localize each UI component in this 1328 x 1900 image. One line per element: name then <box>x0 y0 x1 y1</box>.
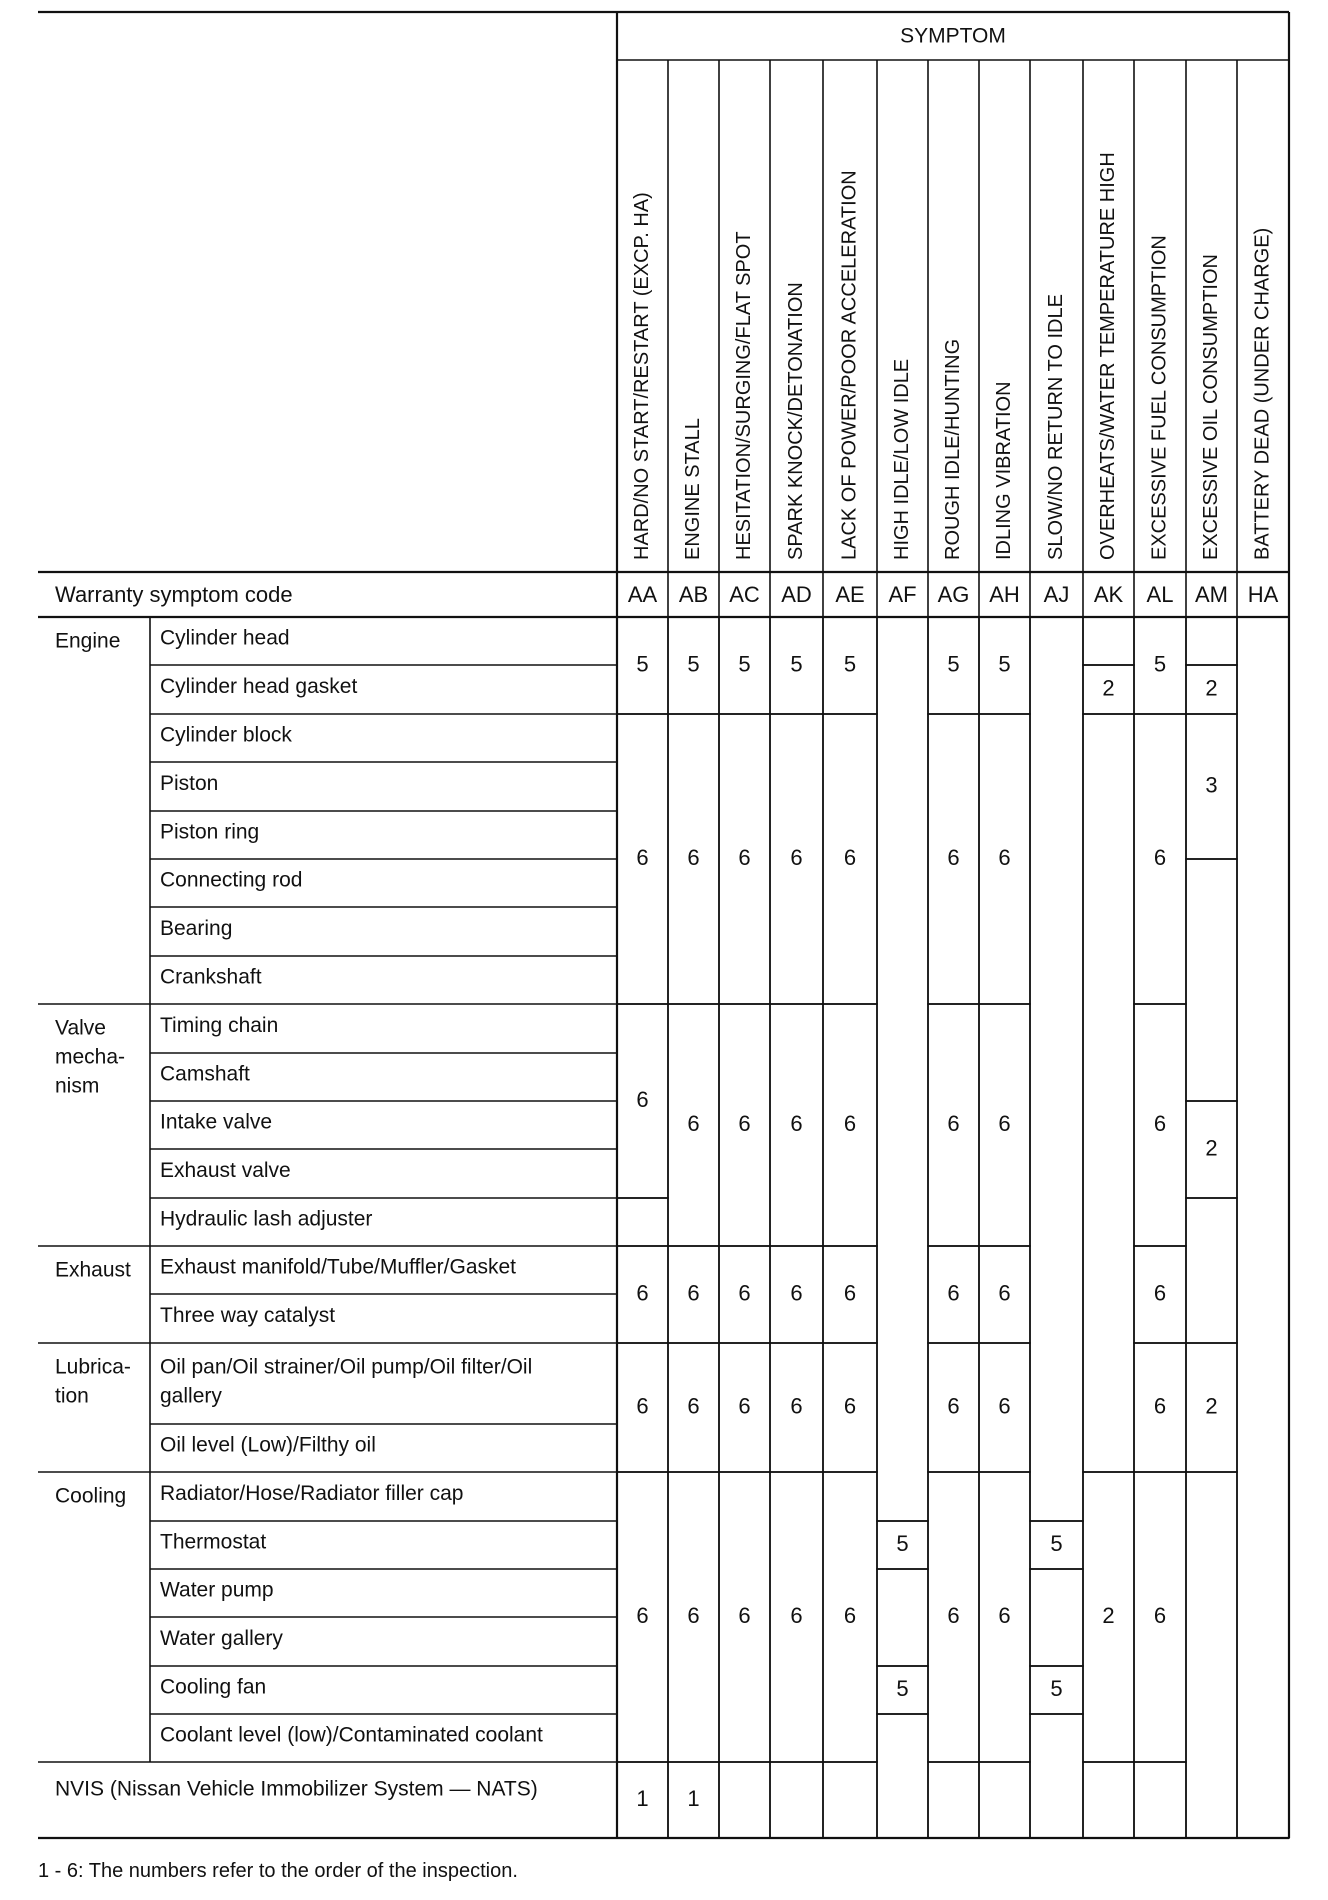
symptom-label: HESITATION/SURGING/FLAT SPOT <box>732 231 755 560</box>
inspection-order-value: 6 <box>843 1280 857 1306</box>
part-name: Radiator/Hose/Radiator filler cap <box>160 1482 464 1506</box>
inspection-order-value: 6 <box>843 1602 857 1628</box>
part-name: Coolant level (low)/Contaminated coolant <box>160 1723 543 1747</box>
part-name: gallery <box>160 1384 222 1408</box>
inspection-cell <box>1134 1762 1186 1838</box>
group-label: nism <box>55 1074 100 1098</box>
part-name: Water gallery <box>160 1627 283 1651</box>
inspection-order-value: 6 <box>1153 1110 1167 1136</box>
inspection-order-value: 6 <box>738 1110 751 1136</box>
part-name: Crankshaft <box>160 965 262 989</box>
inspection-cell <box>979 1762 1030 1838</box>
inspection-order-value: 6 <box>790 844 803 870</box>
group-label: Lubrica- <box>55 1355 131 1379</box>
inspection-order-value: 6 <box>1153 1602 1167 1628</box>
inspection-order-value: 5 <box>1153 651 1167 677</box>
inspection-order-value: 6 <box>947 844 960 870</box>
symptom-label: EXCESSIVE OIL CONSUMPTION <box>1199 254 1222 560</box>
inspection-order-value: 6 <box>998 844 1011 870</box>
inspection-order-value: 6 <box>790 1393 803 1419</box>
inspection-order-value: 6 <box>636 1086 649 1112</box>
nvis-row-label: NVIS (Nissan Vehicle Immobilizer System — NATS) <box>55 1777 538 1801</box>
symptom-label: BATTERY DEAD (UNDER CHARGE) <box>1251 227 1274 560</box>
symptom-code: AJ <box>1043 581 1070 607</box>
inspection-cell <box>1030 1714 1083 1838</box>
group-label: tion <box>55 1384 89 1408</box>
inspection-order-value: 6 <box>998 1393 1011 1419</box>
inspection-cell <box>823 1762 877 1838</box>
part-name: Cylinder head <box>160 626 290 650</box>
inspection-order-value: 6 <box>687 1280 700 1306</box>
symptom-label: HIGH IDLE/LOW IDLE <box>890 358 913 560</box>
inspection-order-value: 5 <box>843 651 857 677</box>
inspection-order-value: 5 <box>636 651 649 677</box>
inspection-order-value: 2 <box>1205 1135 1218 1161</box>
inspection-order-value: 6 <box>947 1110 960 1136</box>
inspection-order-value: 1 <box>687 1785 700 1811</box>
inspection-order-value: 6 <box>843 1393 857 1419</box>
symptom-code: AB <box>678 581 709 607</box>
inspection-cell <box>877 617 928 1521</box>
inspection-order-value: 6 <box>636 1393 649 1419</box>
symptom-label: ROUGH IDLE/HUNTING <box>941 338 964 560</box>
footnote: 1 - 6: The numbers refer to the order of the inspection. <box>38 1860 518 1882</box>
symptom-code: AM <box>1195 581 1228 607</box>
inspection-order-value: 5 <box>1050 1675 1063 1701</box>
symptom-label: EXCESSIVE FUEL CONSUMPTION <box>1148 235 1171 560</box>
inspection-order-value: 6 <box>738 844 751 870</box>
inspection-cell <box>1030 617 1083 1521</box>
part-name: Camshaft <box>160 1062 250 1086</box>
group-label: mecha- <box>55 1045 126 1069</box>
inspection-cell <box>1083 714 1134 1472</box>
inspection-order-value: 6 <box>790 1602 803 1628</box>
symptom-code: AG <box>937 581 970 607</box>
symptom-label: SLOW/NO RETURN TO IDLE <box>1044 294 1067 560</box>
inspection-order-value: 6 <box>1153 1393 1167 1419</box>
inspection-order-value: 6 <box>687 1602 700 1628</box>
inspection-order-value: 6 <box>947 1393 960 1419</box>
inspection-order-value: 5 <box>896 1530 909 1556</box>
part-name: Cooling fan <box>160 1675 267 1699</box>
inspection-order-value: 2 <box>1205 1393 1218 1419</box>
inspection-order-value: 6 <box>790 1280 803 1306</box>
symptom-code: AK <box>1093 581 1124 607</box>
inspection-order-value: 6 <box>1153 1280 1167 1306</box>
inspection-order-value: 6 <box>1153 844 1167 870</box>
part-name: Piston ring <box>160 820 260 844</box>
inspection-order-value: 5 <box>947 651 960 677</box>
inspection-cell <box>1083 1762 1134 1838</box>
part-name: Exhaust manifold/Tube/Muffler/Gasket <box>160 1255 517 1279</box>
symptom-code: AL <box>1146 581 1174 607</box>
inspection-order-value: 5 <box>896 1675 909 1701</box>
inspection-order-value: 6 <box>636 1280 649 1306</box>
part-name: Piston <box>160 772 219 796</box>
part-name: Three way catalyst <box>160 1304 336 1328</box>
inspection-cell <box>1186 617 1237 665</box>
part-name: Cylinder head gasket <box>160 675 358 699</box>
inspection-order-value: 6 <box>738 1602 751 1628</box>
part-name: Timing chain <box>160 1014 279 1038</box>
symptom-code: AD <box>781 581 812 607</box>
inspection-order-value: 3 <box>1205 772 1218 798</box>
symptom-label: OVERHEATS/WATER TEMPERATURE HIGH <box>1096 152 1119 560</box>
inspection-order-value: 6 <box>738 1280 751 1306</box>
inspection-order-value: 6 <box>843 1110 857 1136</box>
inspection-cell <box>928 1762 979 1838</box>
symptom-label: LACK OF POWER/POOR ACCELERATION <box>838 170 861 560</box>
inspection-cell <box>617 1198 668 1246</box>
part-name: Hydraulic lash adjuster <box>160 1207 373 1231</box>
part-name: Exhaust valve <box>160 1159 291 1183</box>
inspection-cell <box>770 1762 823 1838</box>
inspection-cell <box>1186 1472 1237 1838</box>
inspection-cell <box>1030 1569 1083 1666</box>
inspection-cell <box>877 1569 928 1666</box>
part-name: Bearing <box>160 917 233 941</box>
inspection-order-value: 5 <box>790 651 803 677</box>
inspection-order-value: 6 <box>687 1393 700 1419</box>
symptom-code: AA <box>627 581 658 607</box>
inspection-order-value: 2 <box>1102 675 1115 701</box>
symptom-label: HARD/NO START/RESTART (EXCP. HA) <box>630 192 653 560</box>
inspection-order-value: 5 <box>1050 1530 1063 1556</box>
warranty-symptom-code-label: Warranty symptom code <box>55 581 293 607</box>
group-label: Engine <box>55 629 121 653</box>
symptom-label: ENGINE STALL <box>681 418 704 560</box>
part-name: Connecting rod <box>160 868 303 892</box>
group-label: Exhaust <box>55 1258 131 1282</box>
inspection-cell <box>719 1762 770 1838</box>
part-name: Thermostat <box>160 1530 267 1554</box>
inspection-order-value: 6 <box>687 844 700 870</box>
inspection-cell <box>1186 859 1237 1101</box>
part-name: Water pump <box>160 1578 274 1602</box>
inspection-order-value: 6 <box>790 1110 803 1136</box>
inspection-cell <box>1083 617 1134 665</box>
inspection-order-value: 2 <box>1102 1602 1115 1628</box>
inspection-order-value: 5 <box>738 651 751 677</box>
inspection-order-value: 2 <box>1205 675 1218 701</box>
symptom-header: SYMPTOM <box>900 24 1006 48</box>
group-label: Cooling <box>55 1484 127 1508</box>
part-name: Oil level (Low)/Filthy oil <box>160 1433 376 1457</box>
inspection-order-value: 6 <box>738 1393 751 1419</box>
group-label: Valve <box>55 1016 106 1040</box>
symptom-code: AF <box>888 581 917 607</box>
inspection-order-value: 6 <box>843 844 857 870</box>
part-name: Cylinder block <box>160 723 292 747</box>
inspection-order-value: 5 <box>687 651 700 677</box>
symptom-label: IDLING VIBRATION <box>992 381 1015 560</box>
inspection-cell <box>877 1714 928 1838</box>
symptom-label: SPARK KNOCK/DETONATION <box>784 282 807 560</box>
symptom-code: AH <box>989 581 1020 607</box>
inspection-cell <box>1237 617 1289 1838</box>
inspection-order-value: 6 <box>998 1280 1011 1306</box>
inspection-order-value: 6 <box>687 1110 700 1136</box>
part-name: Intake valve <box>160 1110 273 1134</box>
inspection-order-value: 6 <box>947 1280 960 1306</box>
inspection-cell <box>1186 1198 1237 1343</box>
inspection-order-value: 6 <box>998 1110 1011 1136</box>
inspection-order-value: 6 <box>636 844 649 870</box>
inspection-order-value: 6 <box>998 1602 1011 1628</box>
inspection-order-value: 1 <box>636 1785 649 1811</box>
inspection-order-value: 6 <box>947 1602 960 1628</box>
symptom-code: AE <box>835 581 865 607</box>
part-name: Oil pan/Oil strainer/Oil pump/Oil filter/Oil <box>160 1355 533 1379</box>
inspection-order-value: 6 <box>636 1602 649 1628</box>
symptom-code: AC <box>729 581 760 607</box>
inspection-order-value: 5 <box>998 651 1011 677</box>
symptom-code: HA <box>1247 581 1279 607</box>
